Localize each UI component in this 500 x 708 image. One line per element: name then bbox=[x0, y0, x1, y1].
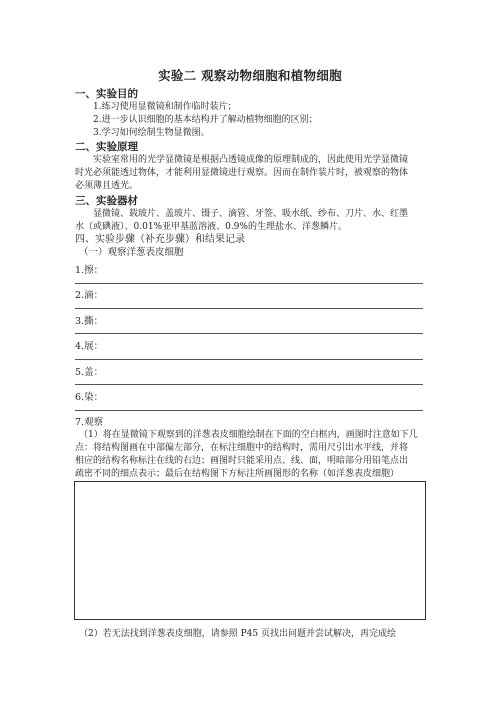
principle-line: 实验室常用的光学显微镜是根据凸透镜成像的原理制成的，因此使用光学显微镜 bbox=[93, 155, 409, 165]
step-label-spread: 4.展： bbox=[75, 341, 104, 352]
step-label-stain: 6.染： bbox=[75, 392, 104, 403]
equipment-line: 水（或碘液）、0.01%亚甲基蓝溶液、0.9%的生理盐水、洋葱鳞片。 bbox=[75, 222, 347, 232]
principle-heading: 二、实验原理 bbox=[75, 141, 138, 153]
purpose-item: 2.进一步认识细胞的基本结构并了解动植物细胞的区别； bbox=[93, 115, 318, 125]
page-title: 实验二 观察动物细胞和植物细胞 bbox=[158, 68, 342, 83]
principle-line: 必须薄且透光。 bbox=[75, 181, 139, 191]
answer-line[interactable] bbox=[75, 359, 423, 360]
step-label-cover: 5.盖： bbox=[75, 367, 104, 378]
answer-line[interactable] bbox=[75, 283, 423, 284]
principle-line: 时光必须能透过物体，才能利用显微镜进行观察。因而在制作装片时，被观察的物体 bbox=[75, 168, 409, 178]
answer-line[interactable] bbox=[75, 308, 423, 309]
step-label-drip: 2.滴： bbox=[75, 290, 104, 301]
purpose-heading: 一、实验目的 bbox=[75, 88, 138, 100]
answer-line[interactable] bbox=[75, 333, 423, 334]
equipment-heading: 三、实验器材 bbox=[75, 195, 138, 207]
steps-subheading: （一）观察洋葱表皮细胞 bbox=[79, 247, 184, 258]
purpose-item: 3.学习如何绘制生物显微图。 bbox=[93, 128, 210, 138]
observe-instruction-line: 疏密不同的细点表示；最后在结构图下方标注所画图形的名称（如洋葱表皮细胞） bbox=[75, 469, 400, 479]
answer-line[interactable] bbox=[75, 384, 423, 385]
equipment-line: 显微镜、载玻片、盖玻片、镊子、滴管、牙签、吸水纸、纱布、刀片、水、红墨 bbox=[93, 209, 409, 219]
observe-instruction-line: （1）将在显微镜下观察到的洋葱表皮细胞绘制在下面的空白框内，画图时注意如下几 bbox=[79, 430, 418, 440]
observe-instruction-line: 点：将结构图画在中部偏左部分，在标注细胞中的结构时，需用尺引出水平线，并将 bbox=[75, 443, 409, 453]
purpose-item: 1.练习使用显微镜和制作临时装片； bbox=[93, 102, 237, 112]
steps-heading: 四、实验步骤（补充步骤）和结果记录 bbox=[75, 234, 245, 245]
answer-line[interactable] bbox=[75, 410, 423, 411]
drawing-box[interactable] bbox=[74, 481, 426, 620]
step-label-observe: 7.观察 bbox=[75, 417, 104, 428]
step-label-wipe: 1.擦： bbox=[75, 265, 104, 276]
step-label-tear: 3.撕： bbox=[75, 316, 104, 327]
observe-troubleshoot-line: （2）若无法找到洋葱表皮细胞，请参照 P45 页找出问题并尝试解决，再完成绘 bbox=[79, 629, 396, 639]
observe-instruction-line: 相应的结构名称标注在线的右边；画图时只能采用点、线、面，明暗部分用铅笔点出 bbox=[75, 456, 409, 466]
